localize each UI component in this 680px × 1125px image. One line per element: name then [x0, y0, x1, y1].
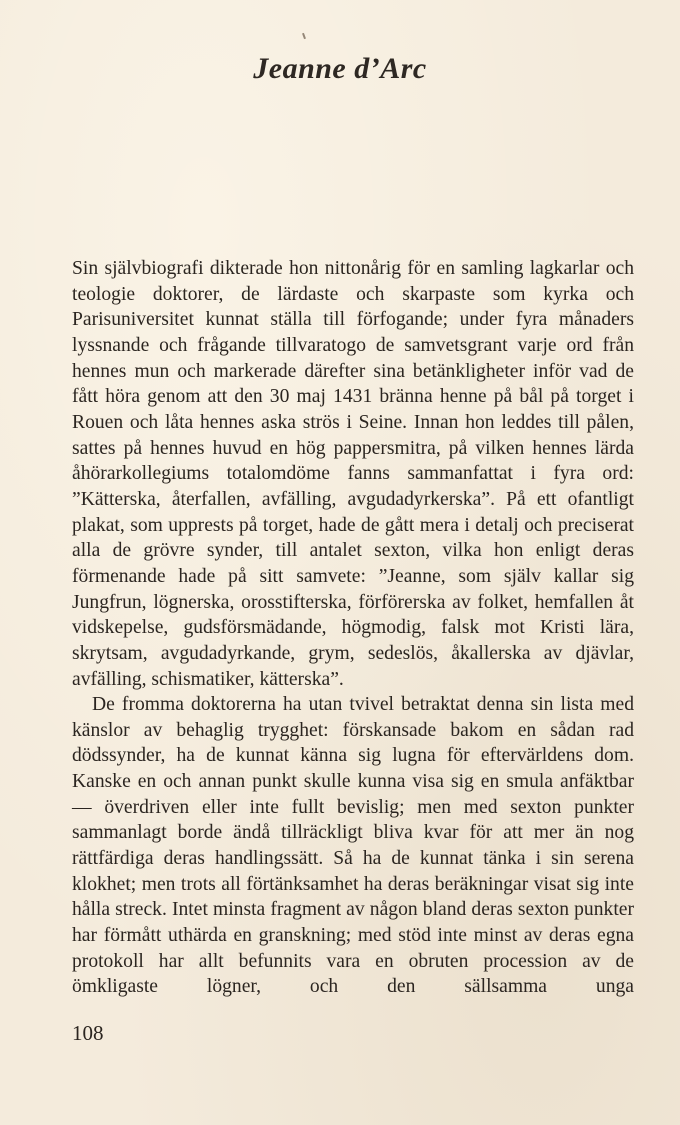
paragraph-2: De fromma doktorerna ha utan tvivel betraktat denna sin lista med känslor av behaglig trygghet: förskansade bakom en sådan rad dödssynder, ha de kunnat känna sig lugna för eftervärldens dom. Kanske en och annan punkt skulle kunna visa sig en smula anfäktbar — överdriven eller inte fullt bevislig; men med sexton punkter sammanlagt borde ändå tillräckligt bliva kvar för att mer än nog rättfärdiga deras handlingssätt. Så ha de kunnat tänka i sin serena klokhet; men trots all förtänksamhet ha deras beräkningar visat sig inte hålla streck. Intet minsta fragment av någon bland deras sexton punkter har förmått uthärda en granskning; med stöd inte minst av deras egna protokoll har allt befunnits vara en obruten procession av de ömkligaste lögner, och den sällsamma unga [72, 694, 634, 998]
running-title: Jeanne d’Arc [253, 52, 427, 85]
ink-speck [302, 33, 306, 39]
paragraph-1: Sin självbiografi dikterade hon nittonårig för en samling lagkarlar och teologie doktorer, de lärdaste och skarpaste som kyrka och Parisuniversitet kunnat ställa till förfogande; under fyra månaders lyssnande och frågande tillvaratogo de samvetsgrant varje ord från hennes mun och markerade därefter sina betänkligheter inför vad de fått höra genom att den 30 maj 1431 bränna henne på bål på torget i Rouen och låta hennes aska strös i Seine. Innan hon leddes till pålen, sattes på hennes huvud en hög pappersmitra, på vilken hennes lärda åhörarkollegiums totalomdöme fanns sammanfattat i fyra ord: ”Kätterska, återfallen, avfälling, avgudadyrkerska”. På ett ofantligt plakat, som upprests på torget, hade de gått mera i detalj och preciserat alla de grövre synder, till antalet sexton, vilka hon enligt deras förmenande hade på sitt samvete: ”Jeanne, som själv kallar sig Jungfrun, lögnerska, orosstifterska, förförerska av folket, hemfallen åt vidskepelse, gudsförsmädande, högmodig, falsk mot Kristi lära, skrytsam, avgudadyrkande, grym, sedeslös, åkallerska av djävlar, avfälling, schismatiker, kätterska”. [72, 258, 634, 690]
body-text [72, 256, 634, 1000]
page-number: 108 [72, 1021, 104, 1045]
